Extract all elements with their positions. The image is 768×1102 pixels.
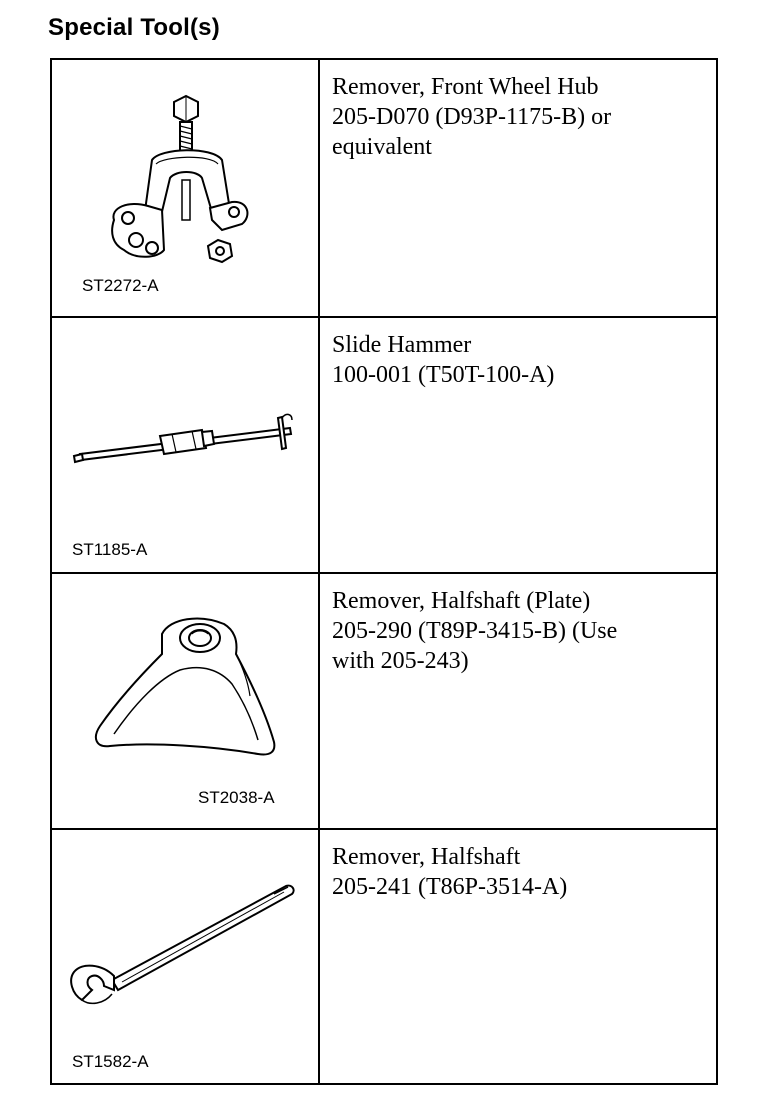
special-tools-table xyxy=(50,58,718,1085)
tool-description xyxy=(320,830,716,1083)
tool-code: ST1185-A xyxy=(72,540,148,559)
tool-code: ST1582-A xyxy=(72,1052,149,1071)
tool-name: Remover, Halfshaft xyxy=(332,844,521,870)
tool-part-number: 100-001 (T50T-100-A) xyxy=(332,362,555,388)
tool-description xyxy=(320,60,716,318)
tool-name: Remover, Halfshaft (Plate) xyxy=(332,588,591,614)
tool-description xyxy=(320,574,716,830)
tool-code: ST2038-A xyxy=(198,788,275,807)
tool-part-number: 205-D070 (D93P-1175-B) or xyxy=(332,104,612,130)
slide-hammer-icon xyxy=(52,318,318,572)
tool-part-number-cont: equivalent xyxy=(332,134,432,160)
halfshaft-remover-icon xyxy=(52,830,318,1084)
halfshaft-plate-remover-icon xyxy=(52,574,318,828)
page-title: Special Tool(s) xyxy=(48,14,220,41)
tool-image-cell xyxy=(52,60,320,318)
tool-part-number: 205-241 (T86P-3514-A) xyxy=(332,874,568,900)
tool-description xyxy=(320,318,716,574)
tool-image-cell xyxy=(52,830,320,1083)
tool-image-cell xyxy=(52,574,320,830)
tool-code: ST2272-A xyxy=(82,276,159,295)
tool-name: Remover, Front Wheel Hub xyxy=(332,74,599,100)
tool-image-cell xyxy=(52,318,320,574)
tool-part-number: 205-290 (T89P-3415-B) (Use xyxy=(332,618,618,644)
tool-part-number-cont: with 205-243) xyxy=(332,648,469,674)
tool-name: Slide Hammer xyxy=(332,332,472,358)
